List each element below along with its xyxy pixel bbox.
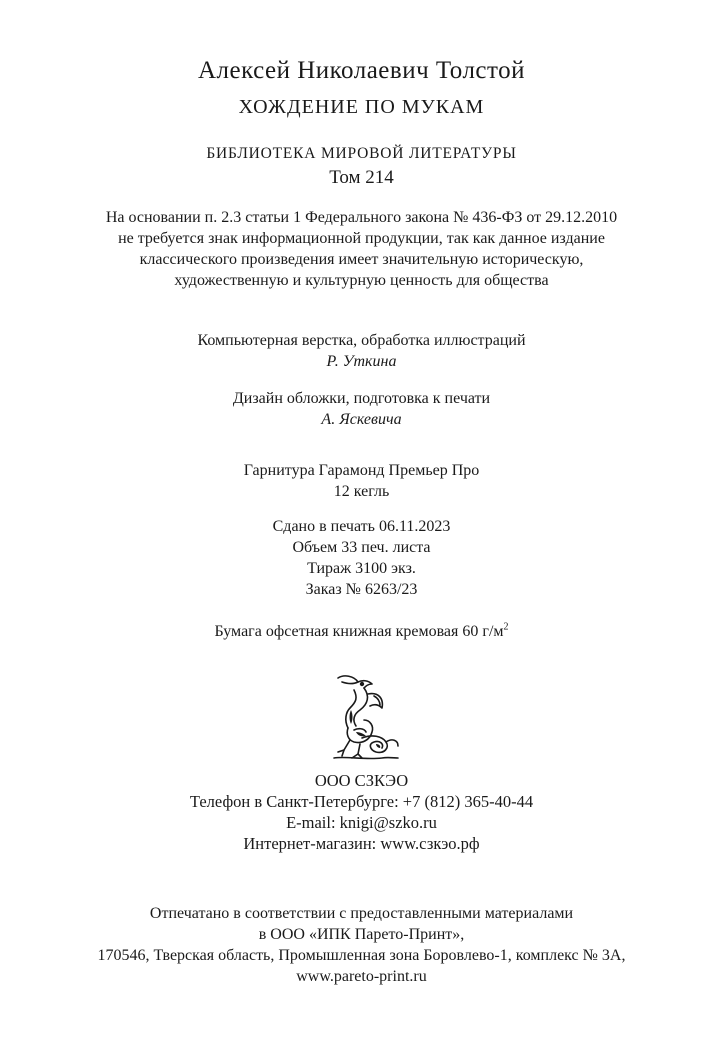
printer-line: в ООО «ИПК Парето-Принт», bbox=[258, 926, 465, 943]
book-title: ХОЖДЕНИЕ ПО МУКАМ bbox=[238, 96, 485, 118]
credit-name: А. Яскевича bbox=[321, 411, 402, 428]
credit-name: Р. Уткина bbox=[326, 353, 397, 370]
legal-line: не требуется знак информационной продукции, так как данное издание bbox=[118, 230, 605, 247]
volume-number: Том 214 bbox=[329, 167, 394, 188]
size-line: 12 кегль bbox=[333, 483, 390, 500]
legal-line: художественную и культурную ценность для общества bbox=[174, 272, 549, 289]
printer-line: www.pareto-print.ru bbox=[296, 968, 427, 985]
print-line: Сдано в печать 06.11.2023 bbox=[272, 518, 451, 535]
paper-line bbox=[0, 621, 723, 640]
legal-line: классического произведения имеет значительную историческую, bbox=[139, 251, 584, 268]
credit-role: Дизайн обложки, подготовка к печати bbox=[232, 390, 491, 407]
publisher-email: E-mail: knigi@szko.ru bbox=[286, 813, 437, 832]
paper-text: Бумага офсетная книжная кремовая 60 г/м bbox=[214, 623, 504, 640]
printer-line: Отпечатано в соответствии с предоставленными материалами bbox=[149, 905, 574, 922]
dragon-logo-icon bbox=[324, 672, 404, 762]
publisher-shop: Интернет-магазин: www.сзкэо.рф bbox=[243, 834, 480, 853]
printer-line: 170546, Тверская область, Промышленная зона Боровлево-1, комплекс № 3А, bbox=[97, 947, 626, 964]
print-line: Объем 33 печ. листа bbox=[292, 539, 431, 556]
series-name: БИБЛИОТЕКА МИРОВОЙ ЛИТЕРАТУРЫ bbox=[206, 145, 517, 162]
font-line: Гарнитура Гарамонд Премьер Про bbox=[243, 462, 480, 479]
publisher-name: ООО СЗКЭО bbox=[314, 771, 409, 790]
legal-line: На основании п. 2.3 статьи 1 Федерального закона № 436-ФЗ от 29.12.2010 bbox=[105, 209, 618, 226]
print-line: Заказ № 6263/23 bbox=[305, 581, 418, 598]
print-line: Тираж 3100 экз. bbox=[307, 560, 416, 577]
publisher-phone: Телефон в Санкт-Петербурге: +7 (812) 365-40-44 bbox=[189, 792, 534, 811]
paper-superscript: 2 bbox=[503, 621, 509, 633]
credit-role: Компьютерная верстка, обработка иллюстраций bbox=[197, 332, 526, 349]
author-name: Алексей Николаевич Толстой bbox=[197, 57, 526, 84]
